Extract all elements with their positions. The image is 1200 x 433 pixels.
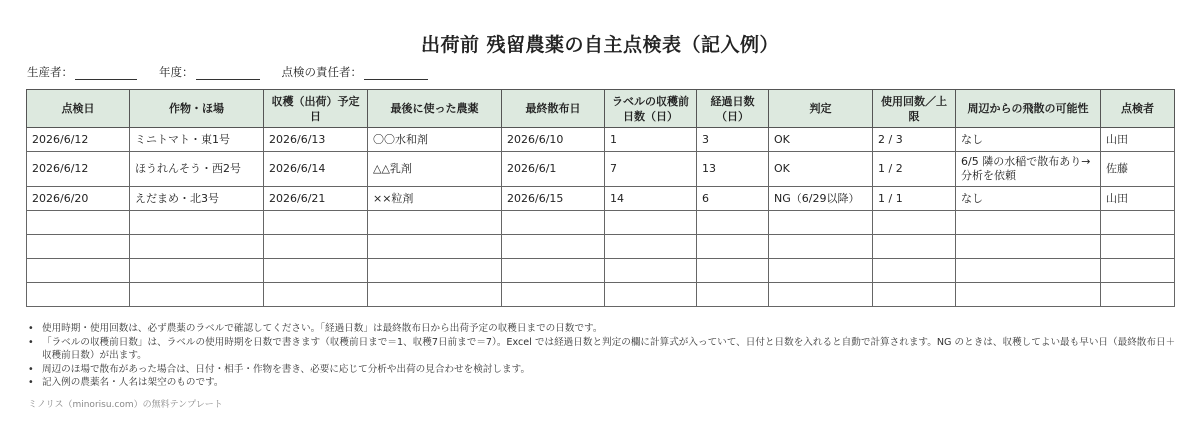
table-cell[interactable]: 3 — [697, 128, 769, 152]
table-cell[interactable] — [264, 283, 368, 307]
table-cell[interactable]: なし — [956, 187, 1101, 211]
table-cell[interactable]: ミニトマト・東1号 — [130, 128, 264, 152]
table-cell[interactable] — [368, 283, 502, 307]
supervisor-field — [282, 64, 429, 80]
table-cell[interactable]: 山田 — [1101, 128, 1175, 152]
bullet-icon: • — [28, 336, 34, 348]
table-cell[interactable]: 2026/6/10 — [502, 128, 605, 152]
table-cell[interactable] — [956, 211, 1101, 235]
table-cell[interactable] — [502, 235, 605, 259]
column-header: 周辺からの飛散の可能性 — [956, 90, 1101, 128]
note-text: 記入例の農薬名・人名は架空のものです。 — [42, 377, 224, 389]
table-cell[interactable] — [605, 283, 697, 307]
table-row — [27, 152, 1175, 187]
table-cell[interactable]: 山田 — [1101, 187, 1175, 211]
column-header: 最終散布日 — [502, 90, 605, 128]
table-cell[interactable]: 2026/6/15 — [502, 187, 605, 211]
year-label: 年度： — [159, 65, 194, 79]
note-item — [28, 322, 1176, 336]
table-cell[interactable] — [769, 235, 873, 259]
table-cell[interactable] — [956, 259, 1101, 283]
table-cell[interactable] — [130, 235, 264, 259]
table-cell[interactable]: 2026/6/12 — [27, 152, 130, 187]
supervisor-input-line[interactable] — [364, 67, 428, 80]
table-cell[interactable]: なし — [956, 128, 1101, 152]
bullet-icon: • — [28, 363, 34, 375]
table-cell[interactable]: 2026/6/13 — [264, 128, 368, 152]
table-cell[interactable]: 2026/6/21 — [264, 187, 368, 211]
table-cell[interactable] — [873, 283, 956, 307]
table-cell[interactable]: 6 — [697, 187, 769, 211]
table-cell[interactable] — [1101, 259, 1175, 283]
table-cell[interactable]: OK — [769, 152, 873, 187]
table-row — [27, 211, 1175, 235]
table-cell[interactable] — [1101, 211, 1175, 235]
column-header: ラベルの収穫前日数（日） — [605, 90, 697, 128]
table-cell[interactable]: NG（6/29以降） — [769, 187, 873, 211]
table-cell[interactable] — [873, 259, 956, 283]
table-row — [27, 187, 1175, 211]
table-cell[interactable] — [956, 283, 1101, 307]
table-cell[interactable] — [502, 211, 605, 235]
column-header: 点検日 — [27, 90, 130, 128]
table-cell[interactable] — [27, 283, 130, 307]
table-cell[interactable] — [605, 235, 697, 259]
bullet-icon: • — [28, 323, 34, 334]
table-cell[interactable] — [368, 259, 502, 283]
table-cell[interactable] — [1101, 283, 1175, 307]
table-cell[interactable]: 2026/6/1 — [502, 152, 605, 187]
table-cell[interactable] — [264, 235, 368, 259]
table-cell[interactable] — [769, 211, 873, 235]
table-cell[interactable] — [130, 259, 264, 283]
column-header: 点検者 — [1101, 90, 1175, 128]
table-cell[interactable] — [873, 211, 956, 235]
header-row — [27, 90, 1175, 128]
table-cell[interactable] — [697, 259, 769, 283]
year-field — [159, 64, 260, 80]
table-cell[interactable] — [502, 283, 605, 307]
bullet-icon: • — [28, 377, 34, 389]
table-cell[interactable] — [130, 211, 264, 235]
page-title: 出荷前 残留農薬の自主点検表（記入例） — [420, 34, 780, 56]
note-item — [28, 336, 1176, 363]
table-cell[interactable]: 13 — [697, 152, 769, 187]
table-cell[interactable]: 1 / 2 — [873, 152, 956, 187]
table-row — [27, 283, 1175, 307]
table-cell[interactable]: 2026/6/14 — [264, 152, 368, 187]
table-cell[interactable] — [697, 211, 769, 235]
table-cell[interactable] — [1101, 235, 1175, 259]
table-row — [27, 128, 1175, 152]
note-text: 使用時期・使用回数は、必ず農薬のラベルで確認してください。「経過日数」は最終散布日から出荷予定の収穫日までの日数です。 — [42, 323, 603, 334]
note-text: 周辺のほ場で散布があった場合は、日付・相手・作物を書き、必要に応じて分析や出荷の見合わせを検討します。 — [42, 363, 531, 375]
table-cell[interactable] — [769, 259, 873, 283]
table-cell[interactable] — [27, 235, 130, 259]
table-cell[interactable]: 1 / 1 — [873, 187, 956, 211]
table-cell[interactable]: OK — [769, 128, 873, 152]
table-cell[interactable]: 14 — [605, 187, 697, 211]
table-cell[interactable]: 〇〇水和剤 — [368, 128, 502, 152]
table-cell[interactable] — [697, 235, 769, 259]
inspection-table — [26, 89, 1175, 307]
producer-label: 生産者： — [27, 65, 73, 79]
table-cell[interactable]: 2 / 3 — [873, 128, 956, 152]
table-cell[interactable] — [27, 259, 130, 283]
table-cell[interactable] — [769, 283, 873, 307]
table-cell[interactable] — [368, 235, 502, 259]
table-row — [27, 235, 1175, 259]
table-cell[interactable] — [368, 211, 502, 235]
table-cell[interactable]: 2026/6/12 — [27, 128, 130, 152]
table-cell[interactable] — [264, 259, 368, 283]
table-cell[interactable]: 7 — [605, 152, 697, 187]
year-input-line[interactable] — [196, 67, 260, 80]
table-cell[interactable] — [264, 211, 368, 235]
notes-list — [28, 322, 1176, 390]
table-cell[interactable] — [605, 259, 697, 283]
table-cell[interactable] — [502, 259, 605, 283]
column-header: 判定 — [769, 90, 873, 128]
table-cell[interactable] — [956, 235, 1101, 259]
supervisor-label: 点検の責任者： — [281, 65, 362, 79]
producer-field — [27, 64, 137, 80]
note-text: 「ラベルの収穫前日数」は、ラベルの使用時期を日数で書きます（収穫前日まで＝1、収穫7日前まで＝7）。Excel では経過日数と判定の欄に計算式が入っていて、日付と日数を入れると自動で計算されます。NG のときは、収穫してよい最も早い日（最終散布日＋収穫前日数）が出ます。 — [42, 336, 1176, 362]
table-cell[interactable] — [697, 283, 769, 307]
table-cell[interactable] — [605, 211, 697, 235]
table-cell[interactable]: △△乳剤 — [368, 152, 502, 187]
column-header: 使用回数／上限 — [873, 90, 956, 128]
footer-credit: ミノリス（minorisu.com）の無料テンプレート — [28, 400, 223, 410]
table-row — [27, 259, 1175, 283]
table-cell[interactable]: 6/5 隣の水稲で散布あり→分析を依頼 — [956, 152, 1101, 187]
column-header: 経過日数（日） — [697, 90, 769, 128]
column-header: 収穫（出荷）予定日 — [264, 90, 368, 128]
table-cell[interactable]: えだまめ・北3号 — [130, 187, 264, 211]
column-header: 最後に使った農薬 — [368, 90, 502, 128]
table-cell[interactable]: ××粒剤 — [368, 187, 502, 211]
table-cell[interactable] — [130, 283, 264, 307]
column-header: 作物・ほ場 — [130, 90, 264, 128]
meta-fields — [27, 64, 450, 80]
note-item — [28, 376, 1176, 390]
note-item — [28, 363, 1176, 377]
table-cell[interactable] — [27, 211, 130, 235]
table-cell[interactable]: ほうれんそう・西2号 — [130, 152, 264, 187]
table-cell[interactable]: 2026/6/20 — [27, 187, 130, 211]
producer-input-line[interactable] — [75, 67, 137, 80]
table-cell[interactable]: 佐藤 — [1101, 152, 1175, 187]
table-cell[interactable]: 1 — [605, 128, 697, 152]
table-cell[interactable] — [873, 235, 956, 259]
